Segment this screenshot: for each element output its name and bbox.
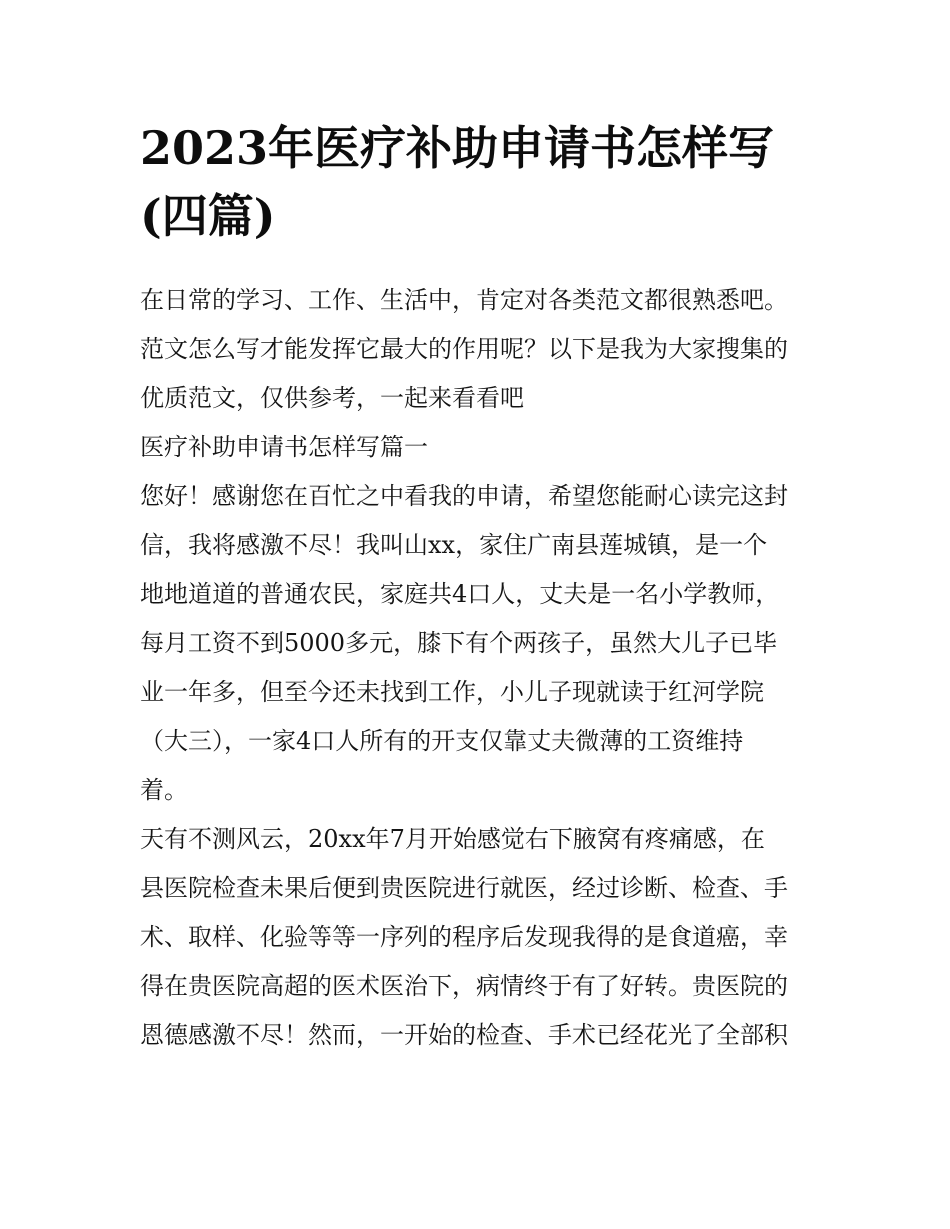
body-line: 每月工资不到5000多元，膝下有个两孩子，虽然大儿子已毕 [140, 629, 778, 657]
body-line: 优质范文，仅供参考，一起来看看吧 [140, 384, 524, 412]
body-line: 业一年多，但至今还未找到工作，小儿子现就读于红河学院 [140, 678, 764, 706]
body-line: 恩德感激不尽！然而，一开始的检查、手术已经花光了全部积 [140, 1021, 788, 1049]
body-line: 您好！感谢您在百忙之中看我的申请，希望您能耐心读完这封 [140, 482, 788, 510]
title-line-1: 2023年医疗补助申请书怎样写 [140, 121, 775, 175]
body-line: 天有不测风云，20xx年7月开始感觉右下腋窝有疼痛感，在 [140, 825, 765, 853]
document-title [140, 114, 820, 250]
document-body [140, 276, 812, 1060]
title-line-2: (四篇) [140, 189, 276, 243]
body-line: （大三），一家4口人所有的开支仅靠丈夫微薄的工资维持 [140, 727, 744, 755]
body-line: 县医院检查未果后便到贵医院进行就医，经过诊断、检查、手 [140, 874, 788, 902]
body-line: 地地道道的普通农民，家庭共4口人，丈夫是一名小学教师， [140, 580, 780, 608]
body-line: 信，我将感激不尽！我叫山xx，家住广南县莲城镇，是一个 [140, 531, 768, 559]
body-line: 范文怎么写才能发挥它最大的作用呢？以下是我为大家搜集的 [140, 335, 788, 363]
body-line: 在日常的学习、工作、生活中，肯定对各类范文都很熟悉吧。 [140, 286, 788, 314]
body-line: 着。 [140, 776, 188, 804]
section-heading: 医疗补助申请书怎样写篇一 [140, 433, 428, 461]
body-line: 术、取样、化验等等一序列的程序后发现我得的是食道癌，幸 [140, 923, 788, 951]
body-line: 得在贵医院高超的医术医治下，病情终于有了好转。贵医院的 [140, 972, 788, 1000]
